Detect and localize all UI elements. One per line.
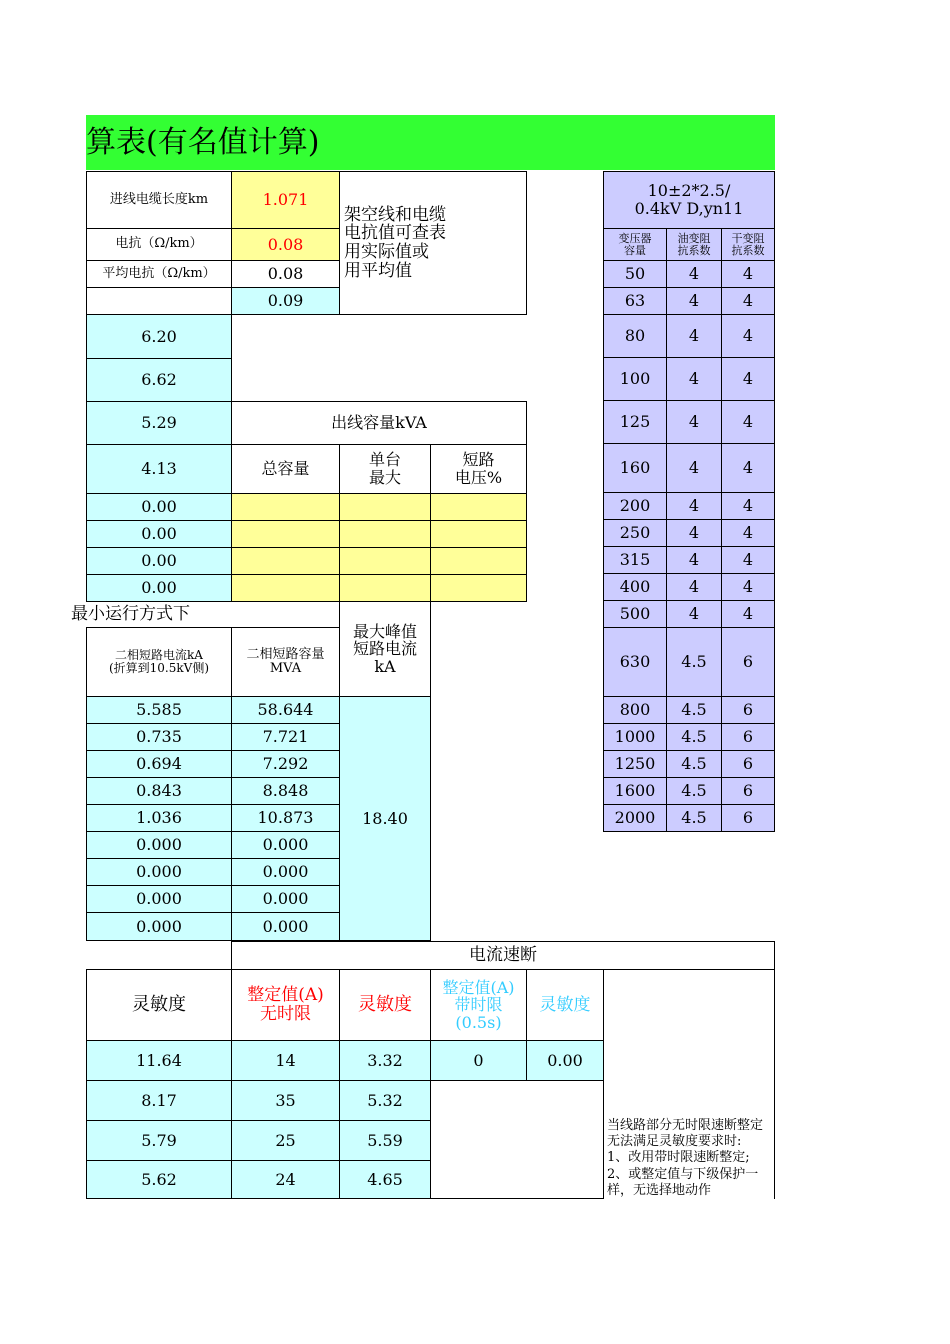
quick-set-cell[interactable]: 25 (231, 1120, 340, 1161)
quick-sens-cell: 8.17 (86, 1080, 232, 1121)
impedance-cell: 6.62 (86, 358, 232, 402)
peak-current-value: 18.40 (339, 696, 431, 941)
quick-blank-cell (430, 1080, 604, 1199)
transformer-cap-cell: 100 (603, 357, 667, 401)
transformer-dry-cell: 4 (721, 492, 775, 520)
outline-input[interactable] (339, 520, 431, 548)
outline-uk-header: 短路 电压% (430, 444, 527, 494)
outline-input[interactable] (231, 574, 340, 602)
page-title-text: 算表(有名值计算) (86, 125, 320, 160)
outline-input[interactable] (339, 493, 431, 521)
transformer-oil-cell: 4 (666, 519, 722, 547)
quick-set-cell[interactable]: 24 (231, 1160, 340, 1199)
quick-sens-header: 灵敏度 (86, 969, 232, 1041)
min-ka-cell: 0.843 (86, 777, 232, 805)
transformer-cap-cell: 63 (603, 287, 667, 315)
min-mva-cell: 0.000 (231, 858, 340, 886)
quick-sens2-cell: 3.32 (339, 1040, 431, 1081)
transformer-oil-cell: 4.5 (666, 750, 722, 778)
transformer-dry-cell: 6 (721, 804, 775, 832)
transformer-cap-cell: 800 (603, 696, 667, 724)
transformer-dry-cell: 4 (721, 260, 775, 288)
transformer-cap-header: 变压器 容量 (603, 228, 667, 261)
impedance-cell: 0.00 (86, 547, 232, 575)
quick-sens-cell: 5.62 (86, 1160, 232, 1199)
quick-sens2-cell: 5.32 (339, 1080, 431, 1121)
min-ka-cell: 0.694 (86, 750, 232, 778)
blank-label (86, 287, 232, 315)
min-mode-header (71, 601, 340, 628)
transformer-dry-cell: 4 (721, 443, 775, 493)
transformer-oil-cell: 4 (666, 287, 722, 315)
min-mva-cell: 10.873 (231, 804, 340, 832)
transformer-dry-cell: 4 (721, 400, 775, 444)
transformer-dry-cell: 4 (721, 573, 775, 601)
impedance-cell: 5.29 (86, 401, 232, 445)
outline-input[interactable] (231, 493, 340, 521)
transformer-oil-cell: 4 (666, 492, 722, 520)
quick-set-t-header: 整定值(A) 带时限 (0.5s) (430, 969, 527, 1041)
transformer-cap-cell: 160 (603, 443, 667, 493)
outline-input[interactable] (339, 547, 431, 575)
transformer-cap-cell: 250 (603, 519, 667, 547)
quick-set-header: 整定值(A) 无时限 (231, 969, 340, 1041)
peak-current-header: 最大峰值 短路电流 kA (339, 601, 431, 697)
transformer-cap-cell: 1250 (603, 750, 667, 778)
min-ka-cell: 0.000 (86, 858, 232, 886)
quick-sens3-header: 灵敏度 (526, 969, 604, 1041)
transformer-dry-cell: 6 (721, 627, 775, 697)
transformer-dry-cell: 4 (721, 357, 775, 401)
min-mva-cell: 0.000 (231, 912, 340, 941)
outline-input[interactable] (430, 493, 527, 521)
quick-sens2-header: 灵敏度 (339, 969, 431, 1041)
min-ka-cell: 5.585 (86, 696, 232, 724)
cable-length-label: 进线电缆长度km (86, 171, 232, 229)
transformer-cap-cell: 125 (603, 400, 667, 444)
outline-capacity-header: 出线容量kVA (231, 401, 527, 445)
avg-reactance-value: 0.08 (231, 260, 340, 288)
min-ka-cell: 0.000 (86, 912, 232, 941)
outline-input[interactable] (430, 574, 527, 602)
transformer-cap-cell: 630 (603, 627, 667, 697)
reactance-label: 电抗（Ω/km） (86, 228, 232, 261)
outline-input[interactable] (231, 520, 340, 548)
min-mva-cell: 0.000 (231, 885, 340, 913)
transformer-oil-cell: 4 (666, 400, 722, 444)
transformer-cap-cell: 1600 (603, 777, 667, 805)
transformer-cap-cell: 200 (603, 492, 667, 520)
transformer-oil-cell: 4.5 (666, 777, 722, 805)
quick-sens-cell: 5.79 (86, 1120, 232, 1161)
reactance-note (339, 171, 527, 315)
impedance-cell: 0.00 (86, 493, 232, 521)
quick-set-t-cell[interactable]: 0 (430, 1040, 527, 1081)
transformer-dry-cell: 4 (721, 600, 775, 628)
transformer-dry-cell: 4 (721, 519, 775, 547)
impedance-cell: 0.00 (86, 574, 232, 602)
transformer-dry-cell: 4 (721, 546, 775, 574)
transformer-oil-cell: 4 (666, 573, 722, 601)
outline-single-header: 单台 最大 (339, 444, 431, 494)
transformer-dry-cell: 4 (721, 314, 775, 358)
transformer-oil-cell: 4 (666, 546, 722, 574)
transformer-oil-header: 油变阻 抗系数 (666, 228, 722, 261)
quick-sens2-cell: 5.59 (339, 1120, 431, 1161)
transformer-dry-cell: 6 (721, 723, 775, 751)
transformer-dry-cell: 6 (721, 696, 775, 724)
quick-set-cell[interactable]: 35 (231, 1080, 340, 1121)
min-ka-cell: 0.000 (86, 885, 232, 913)
min-mva-cell: 7.721 (231, 723, 340, 751)
quick-break-header: 电流速断 (231, 941, 775, 970)
outline-input[interactable] (430, 547, 527, 575)
min-ka-cell: 1.036 (86, 804, 232, 832)
transformer-cap-cell: 500 (603, 600, 667, 628)
quick-sens3-cell: 0.00 (526, 1040, 604, 1081)
impedance-cell: 6.20 (86, 314, 232, 359)
transformer-cap-cell: 2000 (603, 804, 667, 832)
reactance-value-2: 0.09 (231, 287, 340, 315)
min-mva-cell: 0.000 (231, 831, 340, 859)
transformer-cap-cell: 50 (603, 260, 667, 288)
outline-input[interactable] (339, 574, 431, 602)
transformer-oil-cell: 4 (666, 443, 722, 493)
quick-note (604, 969, 775, 1199)
min-capacity-header: 二相短路容量 MVA (231, 627, 340, 697)
transformer-dry-cell: 6 (721, 777, 775, 805)
min-ka-cell: 0.735 (86, 723, 232, 751)
avg-reactance-label: 平均电抗（Ω/km） (86, 260, 232, 288)
transformer-cap-cell: 400 (603, 573, 667, 601)
quick-sens2-cell: 4.65 (339, 1160, 431, 1199)
transformer-oil-cell: 4.5 (666, 723, 722, 751)
transformer-oil-cell: 4 (666, 357, 722, 401)
page-title (86, 115, 775, 170)
reactance-value[interactable]: 0.08 (231, 228, 340, 261)
transformer-oil-cell: 4 (666, 600, 722, 628)
min-mva-cell: 58.644 (231, 696, 340, 724)
quick-note-text: 当线路部分无时限速断整定无法满足灵敏度要求时: 1、改用带时限速断整定; 2、或整定值与下级保护一样，无选择地动作 (607, 1117, 764, 1198)
impedance-cell: 0.00 (86, 520, 232, 548)
quick-set-cell[interactable]: 14 (231, 1040, 340, 1081)
outline-total-header: 总容量 (231, 444, 340, 494)
transformer-cap-cell: 80 (603, 314, 667, 358)
min-ka-cell: 0.000 (86, 831, 232, 859)
min-mva-cell: 7.292 (231, 750, 340, 778)
transformer-oil-cell: 4.5 (666, 627, 722, 697)
transformer-dry-cell: 6 (721, 750, 775, 778)
impedance-cell: 4.13 (86, 444, 232, 494)
transformer-oil-cell: 4 (666, 314, 722, 358)
min-mode-header-text: 最小运行方式下 (71, 604, 190, 625)
outline-input[interactable] (231, 547, 340, 575)
transformer-oil-cell: 4 (666, 260, 722, 288)
transformer-cap-cell: 1000 (603, 723, 667, 751)
transformer-cap-cell: 315 (603, 546, 667, 574)
transformer-dry-cell: 4 (721, 287, 775, 315)
transformer-dry-header: 干变阻 抗系数 (721, 228, 775, 261)
min-mva-cell: 8.848 (231, 777, 340, 805)
min-current-header: 二相短路电流kA (折算到10.5kV侧) (86, 627, 232, 697)
reactance-note-text: 架空线和电缆 电抗值可查表 用实际值或 用平均值 (344, 204, 446, 281)
transformer-header: 10±2*2.5/ 0.4kV D,yn11 (603, 171, 775, 229)
quick-sens-cell: 11.64 (86, 1040, 232, 1081)
transformer-oil-cell: 4.5 (666, 696, 722, 724)
cable-length-value[interactable]: 1.071 (231, 171, 340, 229)
transformer-oil-cell: 4.5 (666, 804, 722, 832)
outline-input[interactable] (430, 520, 527, 548)
